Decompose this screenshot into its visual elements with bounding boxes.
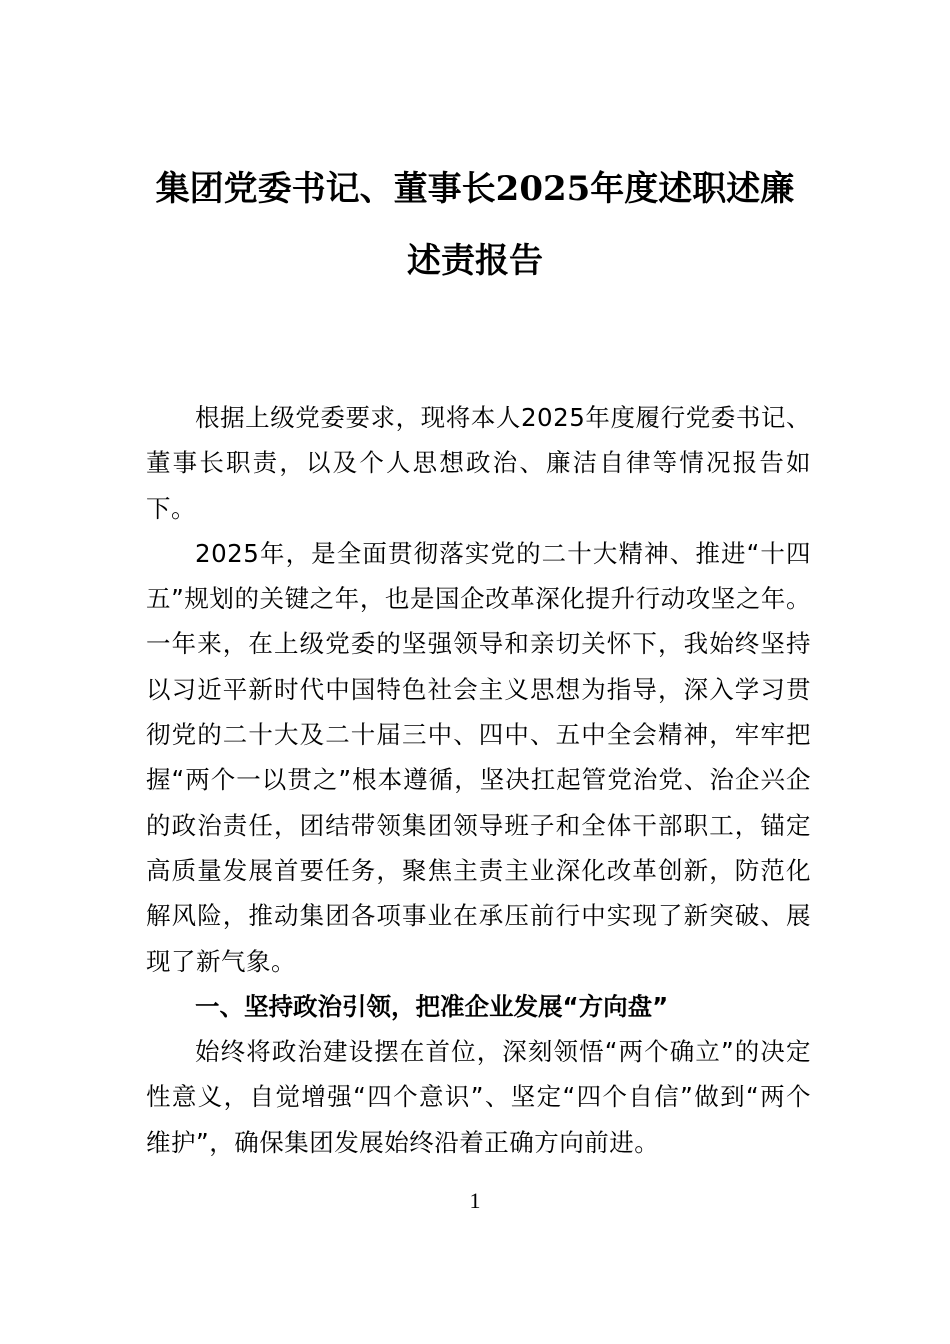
section-1-paragraph: 始终将政治建设摆在首位，深刻领悟“两个确立”的决定性意义，自觉增强“四个意识”、坚定“四个自信”做到“两个维护”，确保集团发展始终沿着正确方向前进。 [146,1037,811,1157]
intro-paragraph: 根据上级党委要求，现将本人2025年度履行党委书记、董事长职责，以及个人思想政治、廉洁自律等情况报告如下。 [146,403,811,523]
overview-paragraph: 2025年，是全面贯彻落实党的二十大精神、推进“十四五”规划的关键之年，也是国企改革深化提升行动攻坚之年。一年来，在上级党委的坚强领导和亲切关怀下，我始终坚持以习近平新时代中国特色社会主义思想为指导，深入学习贯彻党的二十大及二十届三中、四中、五中全会精神，牢牢把握“两个一以贯之”根本遵循，坚决扛起管党治党、治企兴企的政治责任，团结带领集团领导班子和全体干部职工，锚定高质量发展首要任务，聚焦主责主业深化改革创新，防范化解风险，推动集团各项事业在承压前行中实现了新突破、展现了新气象。 [146,538,811,976]
document-title-line-1: 集团党委书记、董事长2025年度述职述廉 [155,169,795,209]
document-title-line-2: 述责报告 [407,241,543,281]
page-number: 1 [469,1188,481,1213]
document-body [146,395,811,1165]
section-heading-1: 一、坚持政治引领，把准企业发展“方向盘” [195,991,669,1021]
